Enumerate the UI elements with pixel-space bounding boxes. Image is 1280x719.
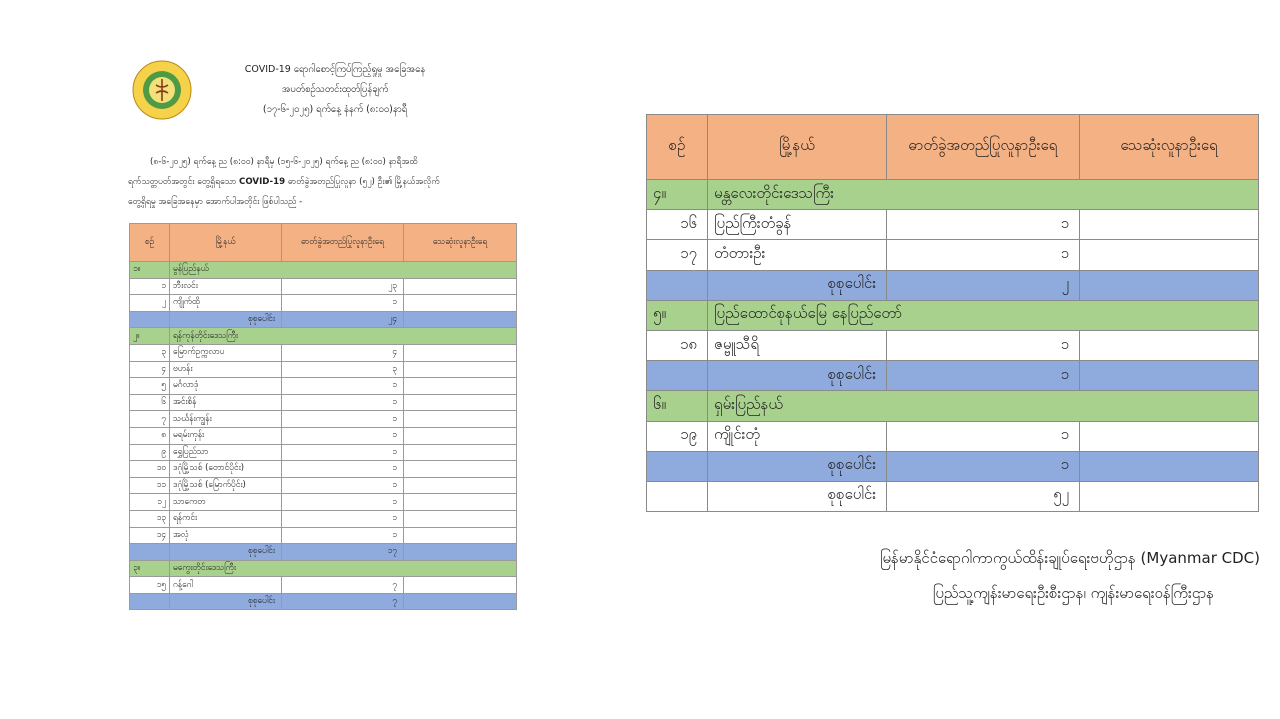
death-count xyxy=(404,477,517,494)
column-header-no: စဉ် xyxy=(647,115,708,180)
township-name: မြောက်ဥက္ကလာပ xyxy=(170,344,282,361)
confirmed-count: ၁ xyxy=(282,411,404,428)
total-label: စုစုပေါင်း xyxy=(708,451,887,481)
death-count xyxy=(404,427,517,444)
township-name: မရမ်းကုန်း xyxy=(170,427,282,444)
total-label: စုစုပေါင်း xyxy=(708,361,887,391)
table-row xyxy=(130,344,517,361)
township-name: ဇမ္ဗူသီရိ xyxy=(708,330,887,360)
column-header-township: မြို့နယ် xyxy=(170,224,282,262)
death-count xyxy=(404,461,517,478)
township-name: ဗဟန်း xyxy=(170,361,282,378)
row-number: ၉ xyxy=(130,444,170,461)
death-count xyxy=(404,311,517,328)
township-name: ဒဂုံမြို့သစ် (တောင်ပိုင်း) xyxy=(170,461,282,478)
row-number xyxy=(647,361,708,391)
death-count xyxy=(404,593,517,610)
township-name: ဂန့်ဂေါ xyxy=(170,577,282,594)
table-row xyxy=(130,444,517,461)
row-number: ၁၃ xyxy=(130,510,170,527)
right-cases-table xyxy=(646,114,1259,512)
row-number: ၄ xyxy=(130,361,170,378)
intro-paragraph xyxy=(128,152,520,212)
death-count xyxy=(404,510,517,527)
report-title xyxy=(200,60,470,120)
confirmed-count: ၄ xyxy=(282,344,404,361)
death-count xyxy=(404,378,517,395)
subtotal-row xyxy=(647,270,1259,300)
table-row xyxy=(647,210,1259,240)
table-header-row xyxy=(130,224,517,262)
region-name: ပြည်ထောင်စုနယ်မြေ နေပြည်တော် xyxy=(708,300,1259,330)
row-number xyxy=(647,481,708,511)
table-row xyxy=(130,527,517,544)
confirmed-count: ၂၃ xyxy=(282,278,404,295)
row-number xyxy=(130,311,170,328)
issuer-line-1: မြန်မာနိုင်ငံရောဂါကာကွယ်ထိန်းချုပ်ရေးဗဟိုဌာန (Myanmar CDC) xyxy=(879,549,1260,567)
subtotal-row xyxy=(130,544,517,561)
table-row xyxy=(130,378,517,395)
death-count xyxy=(404,361,517,378)
row-number xyxy=(130,593,170,610)
table-row xyxy=(130,278,517,295)
issuer-line-2: ပြည်သူ့ကျန်းမာရေးဦးစီးဌာန၊ ကျန်းမာရေးဝန်ကြီးဌာန xyxy=(932,584,1214,602)
confirmed-count: ၁ xyxy=(282,427,404,444)
township-name: ဘီးလင်း xyxy=(170,278,282,295)
total-count: ၁ xyxy=(887,361,1080,391)
table-row xyxy=(130,494,517,511)
row-number xyxy=(130,544,170,561)
column-header-township: မြို့နယ် xyxy=(708,115,887,180)
row-number: ၁၀ xyxy=(130,461,170,478)
intro-line-2-a: ရက်သတ္တပတ်အတွင်း တွေ့ရှိရသော xyxy=(128,177,240,187)
township-name: တံတားဦး xyxy=(708,240,887,270)
table-row xyxy=(130,295,517,312)
death-count xyxy=(404,295,517,312)
total-count: ၂၄ xyxy=(282,311,404,328)
death-count xyxy=(1080,361,1259,391)
table-row xyxy=(130,361,517,378)
region-row xyxy=(647,391,1259,421)
total-label: စုစုပေါင်း xyxy=(708,481,887,511)
total-count: ၇ xyxy=(282,593,404,610)
region-row xyxy=(130,560,517,577)
intro-line-2-c: ဓာတ်ခွဲအတည်ပြုလူနာ (၅၂) ဦး၏ မြို့နယ်အလိုက် xyxy=(285,177,440,187)
table-row xyxy=(130,394,517,411)
confirmed-count: ၁ xyxy=(282,378,404,395)
township-name: ရန်ကင်း xyxy=(170,510,282,527)
total-label: စုစုပေါင်း xyxy=(708,270,887,300)
column-header-deaths: သေဆုံးလူနာဦးရေ xyxy=(404,224,517,262)
title-line-1: COVID-19 ရောဂါစောင့်ကြပ်ကြည့်ရှုမှု အခြေအနေ xyxy=(244,64,426,75)
column-header-confirmed: ဓာတ်ခွဲအတည်ပြုလူနာဦးရေ xyxy=(282,224,404,262)
intro-line-2-b: COVID-19 xyxy=(239,177,286,187)
row-number: ၁၅ xyxy=(130,577,170,594)
confirmed-count: ၁ xyxy=(282,394,404,411)
confirmed-count: ၁ xyxy=(282,477,404,494)
total-label: စုစုပေါင်း xyxy=(170,311,282,328)
death-count xyxy=(404,411,517,428)
row-number: ၁၉ xyxy=(647,421,708,451)
total-count: ၁၇ xyxy=(282,544,404,561)
death-count xyxy=(1080,240,1259,270)
subtotal-row xyxy=(647,451,1259,481)
confirmed-count: ၁ xyxy=(282,494,404,511)
death-count xyxy=(404,494,517,511)
total-count: ၅၂ xyxy=(887,481,1080,511)
row-number: ၈ xyxy=(130,427,170,444)
confirmed-count: ၁ xyxy=(887,240,1080,270)
region-row xyxy=(130,328,517,345)
total-label: စုစုပေါင်း xyxy=(170,544,282,561)
township-name: သင်္ဃန်းကျွန်း xyxy=(170,411,282,428)
table-row xyxy=(130,510,517,527)
confirmed-count: ၁ xyxy=(282,527,404,544)
region-name: မန္တလေးတိုင်းဒေသကြီး xyxy=(708,180,1259,210)
township-name: ဒဂုံမြို့သစ် (မြောက်ပိုင်း) xyxy=(170,477,282,494)
township-name: ရွှေပြည်သာ xyxy=(170,444,282,461)
column-header-deaths: သေဆုံးလူနာဦးရေ xyxy=(1080,115,1259,180)
death-count xyxy=(404,527,517,544)
confirmed-count: ၁ xyxy=(282,295,404,312)
township-name: ကျိုင်းတုံ xyxy=(708,421,887,451)
row-number: ၃ xyxy=(130,344,170,361)
confirmed-count: ၁ xyxy=(282,444,404,461)
subtotal-row xyxy=(647,361,1259,391)
row-number: ၁၆ xyxy=(647,210,708,240)
region-name: မွန်ပြည်နယ် xyxy=(170,262,517,279)
intro-line-3: တွေ့ရှိရမှု အခြေအနေမှာ အောက်ပါအတိုင်း ဖြစ်ပါသည် - xyxy=(128,197,303,207)
row-number: ၇ xyxy=(130,411,170,428)
township-name: အင်းစိန် xyxy=(170,394,282,411)
column-header-confirmed: ဓာတ်ခွဲအတည်ပြုလူနာဦးရေ xyxy=(887,115,1080,180)
confirmed-count: ၁ xyxy=(282,461,404,478)
left-cases-table xyxy=(129,223,517,610)
region-name: မကွေးတိုင်းဒေသကြီး xyxy=(170,560,517,577)
region-number: ၆။ xyxy=(647,391,708,421)
confirmed-count: ၃ xyxy=(282,361,404,378)
row-number: ၁၈ xyxy=(647,330,708,360)
total-label: စုစုပေါင်း xyxy=(170,593,282,610)
death-count xyxy=(404,344,517,361)
table-row xyxy=(130,577,517,594)
title-line-2: အပတ်စဉ်သတင်းထုတ်ပြန်ချက် xyxy=(281,84,389,95)
subtotal-row xyxy=(130,311,517,328)
title-line-3: (၁၇-၆-၂၀၂၅) ရက်နေ့ နံနက် (၈:၀၀)နာရီ xyxy=(262,104,408,115)
table-row xyxy=(647,330,1259,360)
row-number: ၁၄ xyxy=(130,527,170,544)
table-row xyxy=(130,411,517,428)
table-header-row xyxy=(647,115,1259,180)
region-row xyxy=(130,262,517,279)
township-name: ကျိုက်ထို xyxy=(170,295,282,312)
region-name: ရန်ကုန်တိုင်းဒေသကြီး xyxy=(170,328,517,345)
death-count xyxy=(1080,330,1259,360)
death-count xyxy=(404,544,517,561)
issuer-footer xyxy=(760,541,1260,611)
region-name: ရှမ်းပြည်နယ် xyxy=(708,391,1259,421)
death-count xyxy=(404,444,517,461)
confirmed-count: ၁ xyxy=(887,421,1080,451)
region-number: ၄။ xyxy=(647,180,708,210)
intro-line-1: (၈-၆-၂၀၂၅) ရက်နေ့ ည (၈:၀၀) နာရီမှ (၁၅-၆-၂၀၂၅) ရက်နေ့ ည (၈:၀၀) နာရီအထိ xyxy=(150,157,418,167)
table-row xyxy=(647,421,1259,451)
region-number: ၁။ xyxy=(130,262,170,279)
township-name: သာကေတ xyxy=(170,494,282,511)
confirmed-count: ၁ xyxy=(282,510,404,527)
row-number: ၁၁ xyxy=(130,477,170,494)
death-count xyxy=(1080,270,1259,300)
death-count xyxy=(1080,451,1259,481)
township-name: မင်္ဂလာဒုံ xyxy=(170,378,282,395)
death-count xyxy=(404,577,517,594)
row-number: ၁၇ xyxy=(647,240,708,270)
table-row xyxy=(647,240,1259,270)
intro-line-2 xyxy=(128,172,520,192)
confirmed-count: ၁ xyxy=(887,330,1080,360)
region-row xyxy=(647,300,1259,330)
region-number: ၃။ xyxy=(130,560,170,577)
total-count: ၂ xyxy=(887,270,1080,300)
township-name: အလုံ xyxy=(170,527,282,544)
row-number: ၆ xyxy=(130,394,170,411)
death-count xyxy=(404,394,517,411)
column-header-no: စဉ် xyxy=(130,224,170,262)
region-number: ၂။ xyxy=(130,328,170,345)
death-count xyxy=(1080,481,1259,511)
ministry-of-health-logo xyxy=(132,60,192,120)
row-number xyxy=(647,451,708,481)
row-number xyxy=(647,270,708,300)
row-number: ၂ xyxy=(130,295,170,312)
confirmed-count: ၇ xyxy=(282,577,404,594)
row-number: ၁ xyxy=(130,278,170,295)
confirmed-count: ၁ xyxy=(887,210,1080,240)
township-name: ပြည်ကြီးတံခွန် xyxy=(708,210,887,240)
row-number: ၁၂ xyxy=(130,494,170,511)
death-count xyxy=(1080,210,1259,240)
grand-total-row xyxy=(647,481,1259,511)
table-row xyxy=(130,477,517,494)
table-row xyxy=(130,461,517,478)
table-row xyxy=(130,427,517,444)
subtotal-row xyxy=(130,593,517,610)
death-count xyxy=(1080,421,1259,451)
death-count xyxy=(404,278,517,295)
region-row xyxy=(647,180,1259,210)
region-number: ၅။ xyxy=(647,300,708,330)
row-number: ၅ xyxy=(130,378,170,395)
total-count: ၁ xyxy=(887,451,1080,481)
